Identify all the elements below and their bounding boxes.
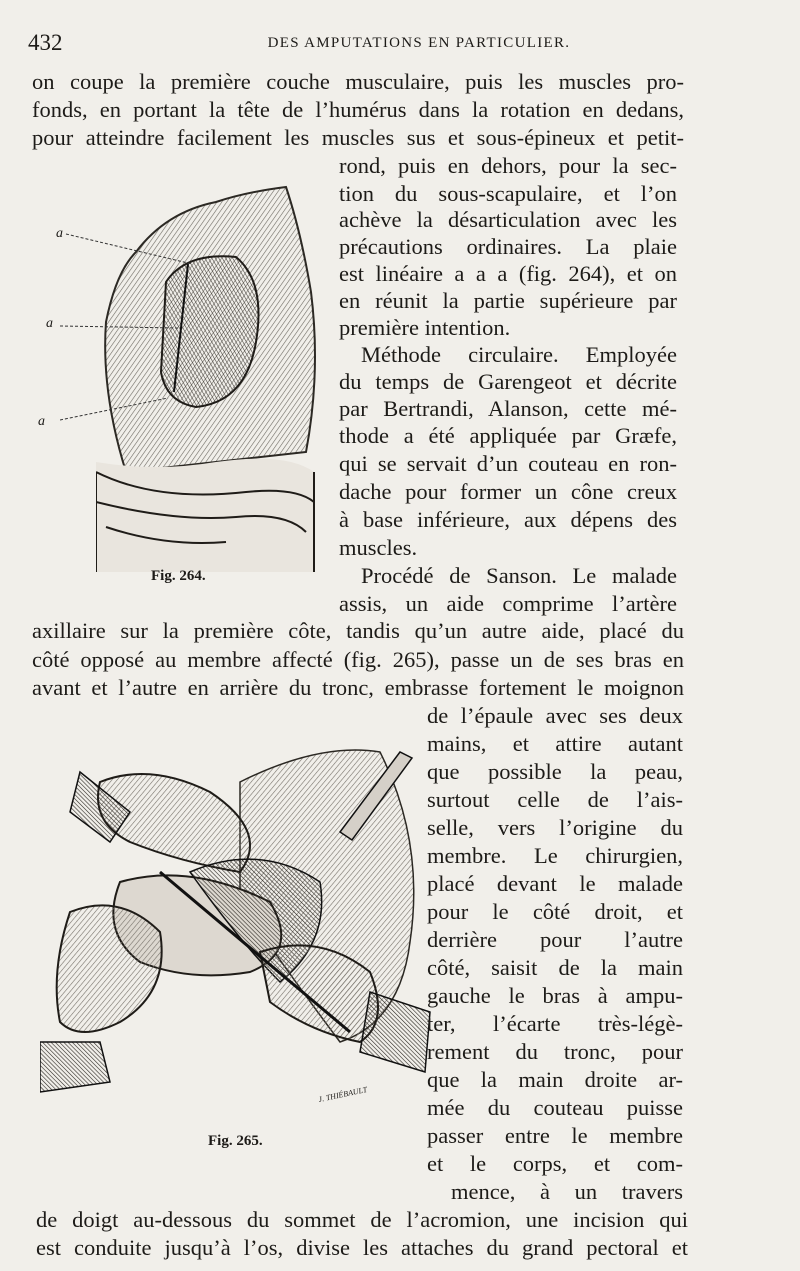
figure-264-label-a-top: a [56, 226, 63, 241]
figure-264-leader-lines [60, 230, 210, 430]
text-line: de doigt au-dessous du sommet de l’acromion, une incision qui [36, 1207, 688, 1232]
engraver-signature: J. THIÉBAULT [317, 1084, 369, 1105]
figure-265-caption: Fig. 265. [208, 1133, 263, 1149]
text-line: ter, l’écarte très-légè- [427, 1011, 683, 1036]
text-line: et le corps, et com- [427, 1151, 683, 1176]
figure-265-illustration [40, 722, 432, 1132]
figure-264-label-a-middle: a [46, 316, 53, 331]
figure-264-label-a-bottom: a [38, 414, 45, 429]
sanson-procedure-drawing [40, 722, 432, 1132]
text-line: surtout celle de l’ais- [427, 787, 683, 812]
text-line: de l’épaule avec ses deux [427, 703, 683, 728]
text-line: pour atteindre facilement les muscles sus et sous-épineux et petit- [32, 125, 684, 150]
text-line: côté, saisit de la main [427, 955, 683, 980]
text-line: dache pour former un cône creux [339, 479, 677, 504]
text-line: que possible la peau, [427, 759, 683, 784]
text-line: axillaire sur la première côte, tandis qu’un autre aide, placé du [32, 618, 684, 643]
text-line: mains, et attire autant [427, 731, 683, 756]
text-line: pour le côté droit, et [427, 899, 683, 924]
text-line: selle, vers l’origine du [427, 815, 683, 840]
page-header [28, 30, 770, 60]
text-line: côté opposé au membre affecté (fig. 265), passe un de ses bras en [32, 647, 684, 672]
text-line: est conduite jusqu’à l’os, divise les attaches du grand pectoral et [36, 1235, 688, 1260]
text-line: première intention. [339, 315, 511, 340]
text-line: en réunit la partie supérieure par [339, 288, 677, 313]
text-line: achève la désarticulation avec les [339, 207, 677, 232]
text-line: tion du sous-scapulaire, et l’on [339, 181, 677, 206]
running-title: DES AMPUTATIONS EN PARTICULIER. [267, 35, 571, 51]
text-line: gauche le bras à ampu- [427, 983, 683, 1008]
text-line: Procédé de Sanson. Le malade [361, 563, 677, 588]
text-line: fonds, en portant la tête de l’humérus dans la rotation en dedans, [32, 97, 684, 122]
text-line: avant et l’autre en arrière du tronc, embrasse fortement le moignon [32, 675, 684, 700]
figure-264-caption: Fig. 264. [151, 568, 206, 584]
text-line: mée du couteau puisse [427, 1095, 683, 1120]
text-line: on coupe la première couche musculaire, puis les muscles pro- [32, 69, 684, 94]
text-line: à base inférieure, aux dépens des [339, 507, 677, 532]
text-line: derrière pour l’autre [427, 927, 683, 952]
text-line: précautions ordinaires. La plaie [339, 234, 677, 259]
text-line: rement du tronc, pour [427, 1039, 683, 1064]
page-number: 432 [28, 30, 63, 55]
text-line: assis, un aide comprime l’artère [339, 591, 677, 616]
text-line: rond, puis en dehors, pour la sec- [339, 153, 677, 178]
text-line: qui se servait d’un couteau en ron- [339, 451, 677, 476]
text-line: placé devant le malade [427, 871, 683, 896]
text-line: par Bertrandi, Alanson, cette mé- [339, 396, 677, 421]
text-line: que la main droite ar- [427, 1067, 683, 1092]
text-line: passer entre le membre [427, 1123, 683, 1148]
text-line: est linéaire a a a (fig. 264), et on [339, 261, 677, 286]
text-line: membre. Le chirurgien, [427, 843, 683, 868]
text-line: du temps de Garengeot et décrite [339, 369, 677, 394]
text-line: mence, à un travers [451, 1179, 683, 1204]
text-line: thode a été appliquée par Græfe, [339, 423, 677, 448]
text-line: muscles. [339, 535, 418, 560]
text-line: Méthode circulaire. Employée [361, 342, 677, 367]
